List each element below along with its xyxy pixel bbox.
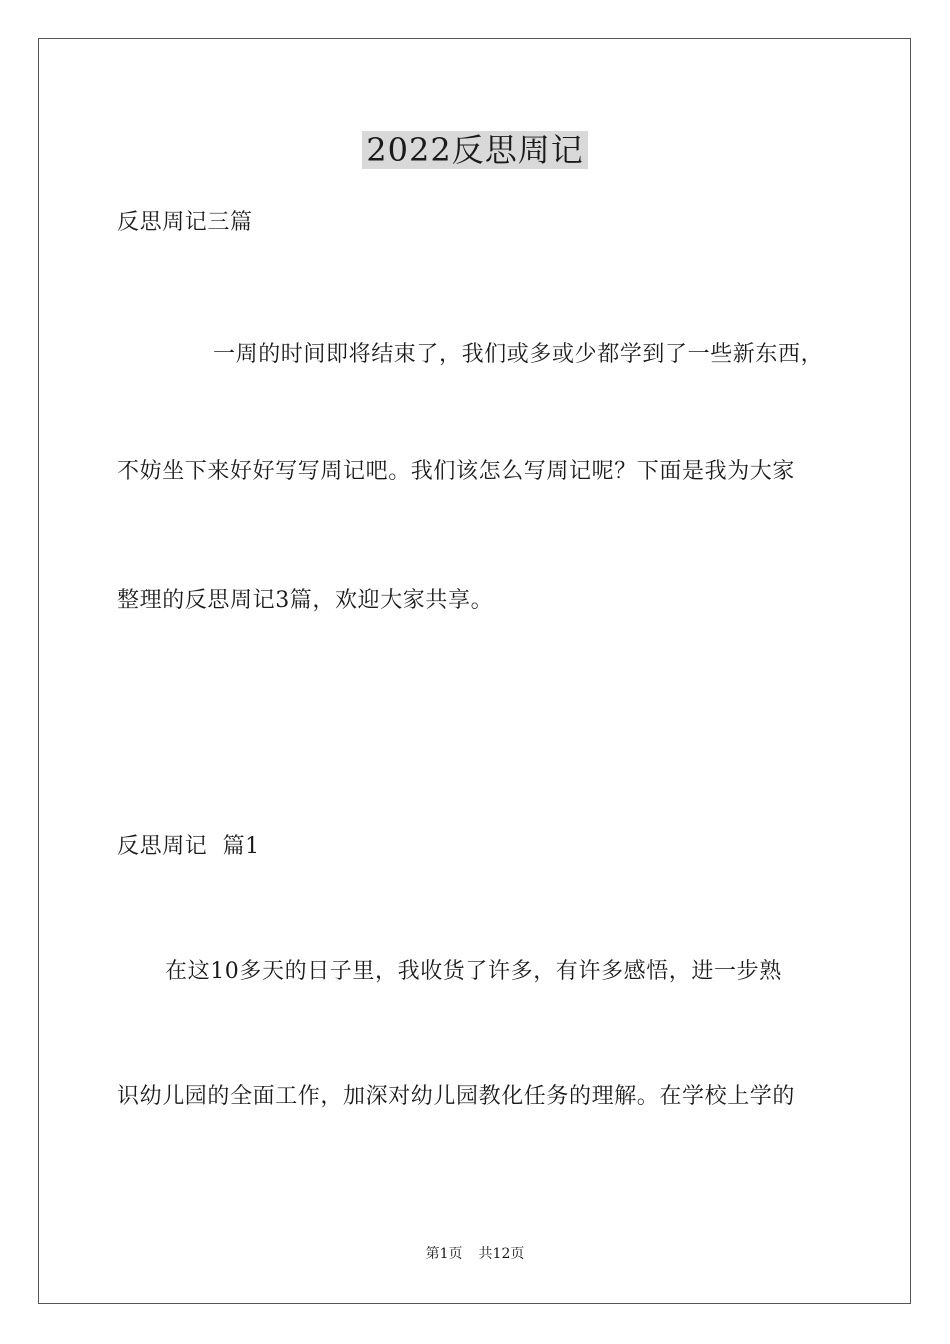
page-footer <box>0 1244 950 1264</box>
page-number: 第1页 <box>425 1246 463 1262</box>
document-subtitle: 反思周记三篇 <box>117 210 253 235</box>
document-title <box>0 126 950 174</box>
body-line-2: 识幼儿园的全面工作，加深对幼儿园教化任务的理解。在学校上学的 <box>117 1084 796 1109</box>
intro-line-3: 整理的反思周记3篇，欢迎大家共享。 <box>117 588 494 613</box>
intro-line-2: 不妨坐下来好好写写周记吧。我们该怎么写周记呢？下面是我为大家 <box>117 459 796 484</box>
intro-line-1: 一周的时间即将结束了，我们或多或少都学到了一些新东西， <box>213 342 824 367</box>
page-total: 共12页 <box>478 1246 525 1262</box>
body-line-1: 在这10多天的日子里，我收货了许多，有许多感悟，进一步熟 <box>165 959 782 984</box>
section-heading: 反思周记 篇1 <box>117 834 260 859</box>
document-title-text: 2022反思周记 <box>362 131 587 169</box>
